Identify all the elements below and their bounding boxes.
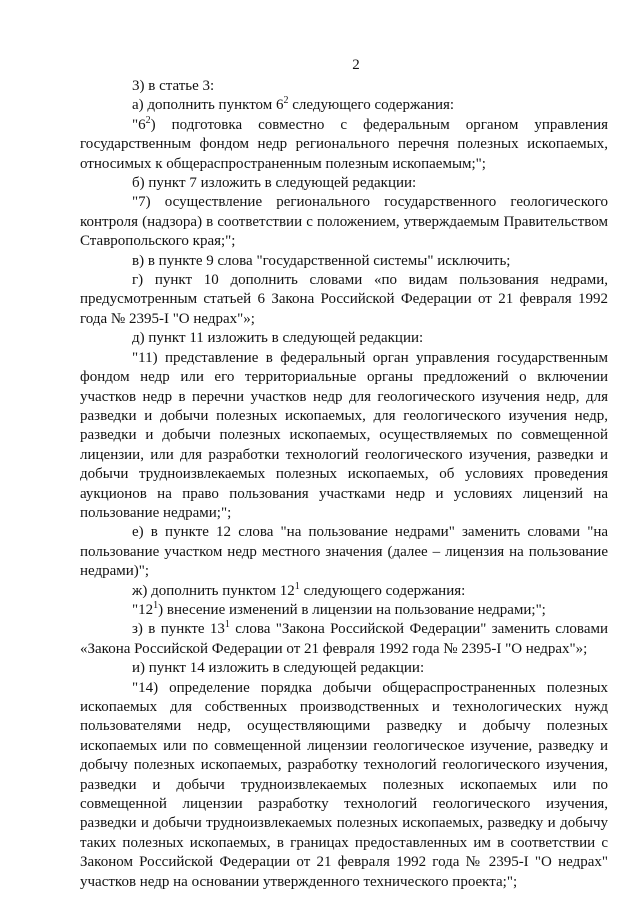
superscript: 1 bbox=[224, 619, 230, 631]
paragraph bbox=[80, 271, 608, 329]
paragraph bbox=[80, 679, 608, 892]
paragraph bbox=[80, 601, 608, 620]
paragraph bbox=[80, 252, 608, 271]
paragraph bbox=[80, 620, 608, 659]
paragraph bbox=[80, 523, 608, 581]
text-run: ж) дополнить пунктом 12 bbox=[132, 582, 295, 599]
text-run: д) пункт 11 изложить в следующей редакции: bbox=[132, 330, 424, 347]
text-run: ) внесение изменений в лицензии на пользование недрами;"; bbox=[158, 601, 546, 618]
superscript: 2 bbox=[283, 95, 289, 107]
document-body bbox=[80, 77, 608, 892]
text-run: в) в пункте 9 слова "государственной системы" исключить; bbox=[132, 252, 511, 269]
text-run: "12 bbox=[132, 601, 154, 618]
text-run: г) пункт 10 дополнить словами «по видам пользования недрами, предусмотренным статьей 6 Закона Российской Федерации от 21 февраля 1992 года № 2395-I "О недрах"»; bbox=[80, 272, 608, 327]
text-run: "6 bbox=[132, 116, 146, 133]
text-run: б) пункт 7 изложить в следующей редакции: bbox=[132, 175, 417, 192]
text-run: следующего содержания: bbox=[299, 582, 466, 599]
text-run: "7) осуществление регионального государственного геологического контроля (надзора) в соответствии с положением, утверждаемым Правительством Ставропольского края;"; bbox=[80, 194, 608, 250]
text-run: 3) в статье 3: bbox=[132, 78, 215, 94]
text-run: "11) представление в федеральный орган управления государственным фондом недр или его территориальные органы предложений о включении участков недр в перечни участков недр для геологического изучения недр, для разведки и добычи полезных ископаемых, для геологического изучения недр, разведки и добычи полезных ископаемых, осуществляемых по совмещенной лицензии, или для разработки технологий геологического изучения, разведки и добычи трудноизвлекаемых полезных ископаемых, об условиях проведения аукционов на право пользования участками недр и условиях лицензий на пользование недрами;"; bbox=[80, 349, 608, 521]
text-run: ) подготовка совместно с федеральным органом управления государственным фондом недр регионального перечня полезных ископаемых, относимых к общераспространенным полезным ископаемым;"; bbox=[80, 116, 608, 172]
page-number: 2 bbox=[352, 57, 360, 73]
paragraph bbox=[80, 349, 608, 524]
paragraph bbox=[80, 659, 608, 678]
text-run: а) дополнить пунктом 6 bbox=[132, 97, 284, 114]
superscript: 1 bbox=[294, 580, 300, 592]
text-run: и) пункт 14 изложить в следующей редакции: bbox=[132, 660, 425, 677]
paragraph bbox=[80, 77, 608, 96]
text-run: з) в пункте 13 bbox=[132, 621, 225, 638]
paragraph bbox=[80, 582, 608, 601]
text-run: следующего содержания: bbox=[288, 97, 455, 114]
text-run: слова "Закона Российской Федерации" заменить словами «Закона Российской Федерации от 21 февраля 1992 года № 2395-I "О недрах"»; bbox=[80, 621, 608, 657]
paragraph bbox=[80, 174, 608, 193]
paragraph bbox=[80, 116, 608, 174]
text-run: "14) определение порядка добычи общераспространенных полезных ископаемых для собственных производственных и технологических нужд пользователями недр, осуществляющими разведку и добычу полезных ископаемых или по совмещенной лицензии геологическое изучение, разведку и добычу полезных ископаемых, разработку технологий геологического изучения, разведки и добычи трудноизвлекаемых полезных ископаемых или по совмещенной лицензии разработку технологий геологического изучения, разведки и добычи трудноизвлекаемых полезных ископаемых, разведку и добычу таких полезных ископаемых, в границах предоставленных им в соответствии с Законом Российской Федерации от 21 февраля 1992 года № 2395-I "О недрах" участков недр на основании утвержденного технического проекта;"; bbox=[80, 679, 608, 890]
superscript: 2 bbox=[145, 114, 151, 126]
text-run: е) в пункте 12 слова "на пользование недрами" заменить словами "на пользование участком недр местного значения (далее – лицензия на пользование недрами)"; bbox=[80, 524, 608, 580]
superscript: 1 bbox=[153, 599, 159, 611]
paragraph bbox=[80, 329, 608, 348]
paragraph bbox=[80, 96, 608, 115]
paragraph bbox=[80, 193, 608, 251]
